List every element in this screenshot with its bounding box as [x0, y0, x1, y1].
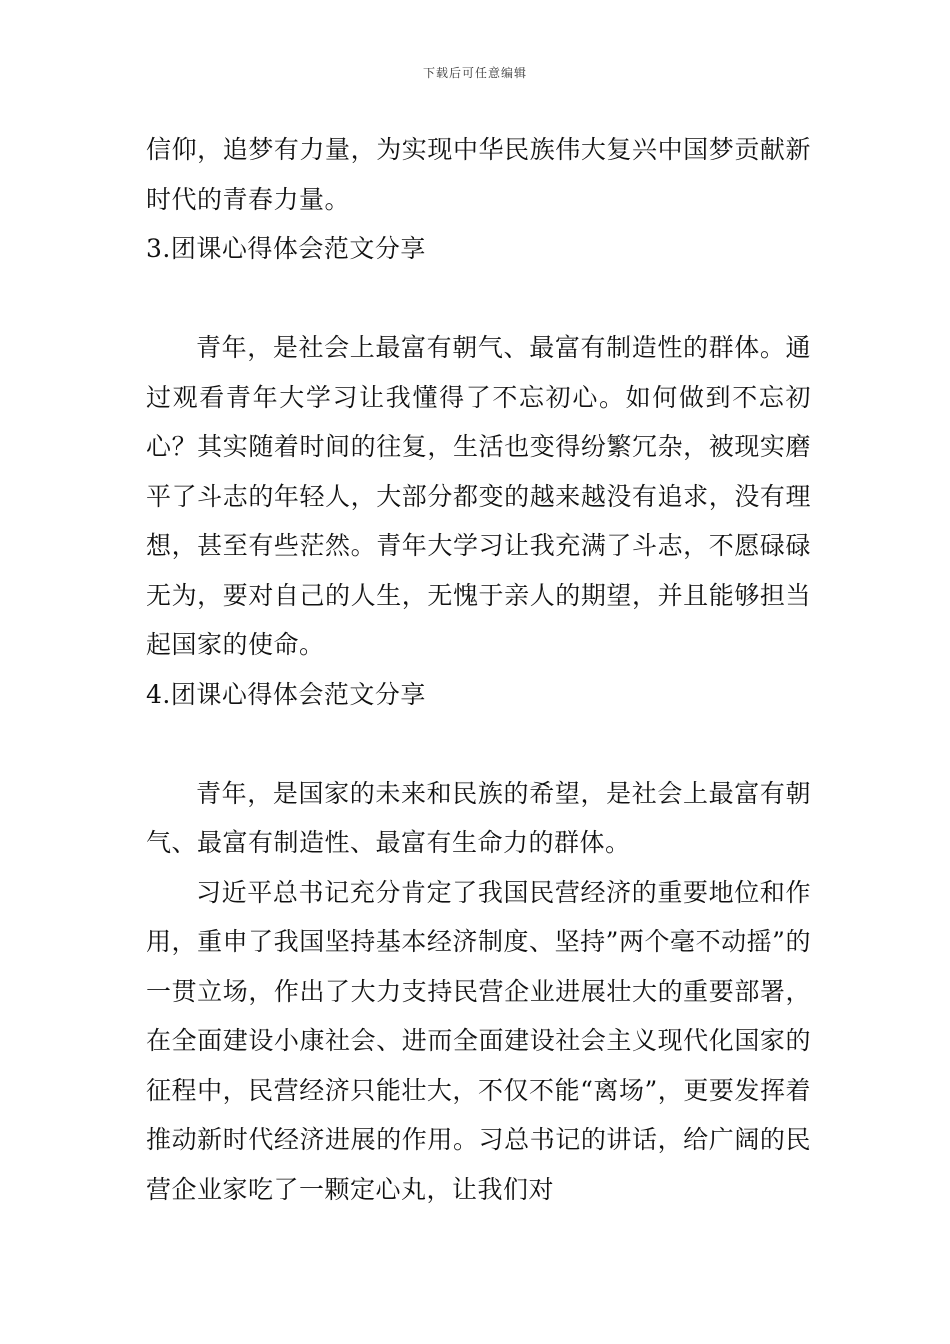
section-heading-3: 3.团课心得体会范文分享 [146, 234, 426, 263]
paragraph-section-4a: 青年，是国家的未来和民族的希望，是社会上最富有朝气、最富有制造性、最富有生命力的群体。 [146, 778, 811, 857]
paragraph-continued: 信仰，追梦有力量，为实现中华民族伟大复兴中国梦贡献新时代的青春力量。 [146, 135, 811, 214]
document-body [146, 125, 811, 1214]
blank-line [146, 719, 811, 769]
paragraph-section-3: 青年，是社会上最富有朝气、最富有制造性的群体。通过观看青年大学习让我懂得了不忘初心。如何做到不忘初心？其实随着时间的往复，生活也变得纷繁冗杂，被现实磨平了斗志的年轻人，大部分都变的越来越没有追求，没有理想，甚至有些茫然。青年大学习让我充满了斗志，不愿碌碌无为，要对自己的人生，无愧于亲人的期望，并且能够担当起国家的使命。 [146, 333, 811, 659]
paragraph-section-4b: 习近平总书记充分肯定了我国民营经济的重要地位和作用，重申了我国坚持基本经济制度、坚持”两个毫不动摇”的一贯立场，作出了大力支持民营企业进展壮大的重要部署，在全面建设小康社会、进而全面建设社会主义现代化国家的征程中，民营经济只能壮大，不仅不能“离场”，更要发挥着推动新时代经济进展的作用。习总书记的讲话，给广阔的民营企业家吃了一颗定心丸，让我们对 [146, 877, 811, 1204]
blank-line [146, 274, 811, 324]
page-header-note: 下载后可任意编辑 [422, 66, 527, 80]
section-heading-4: 4.团课心得体会范文分享 [146, 679, 426, 709]
